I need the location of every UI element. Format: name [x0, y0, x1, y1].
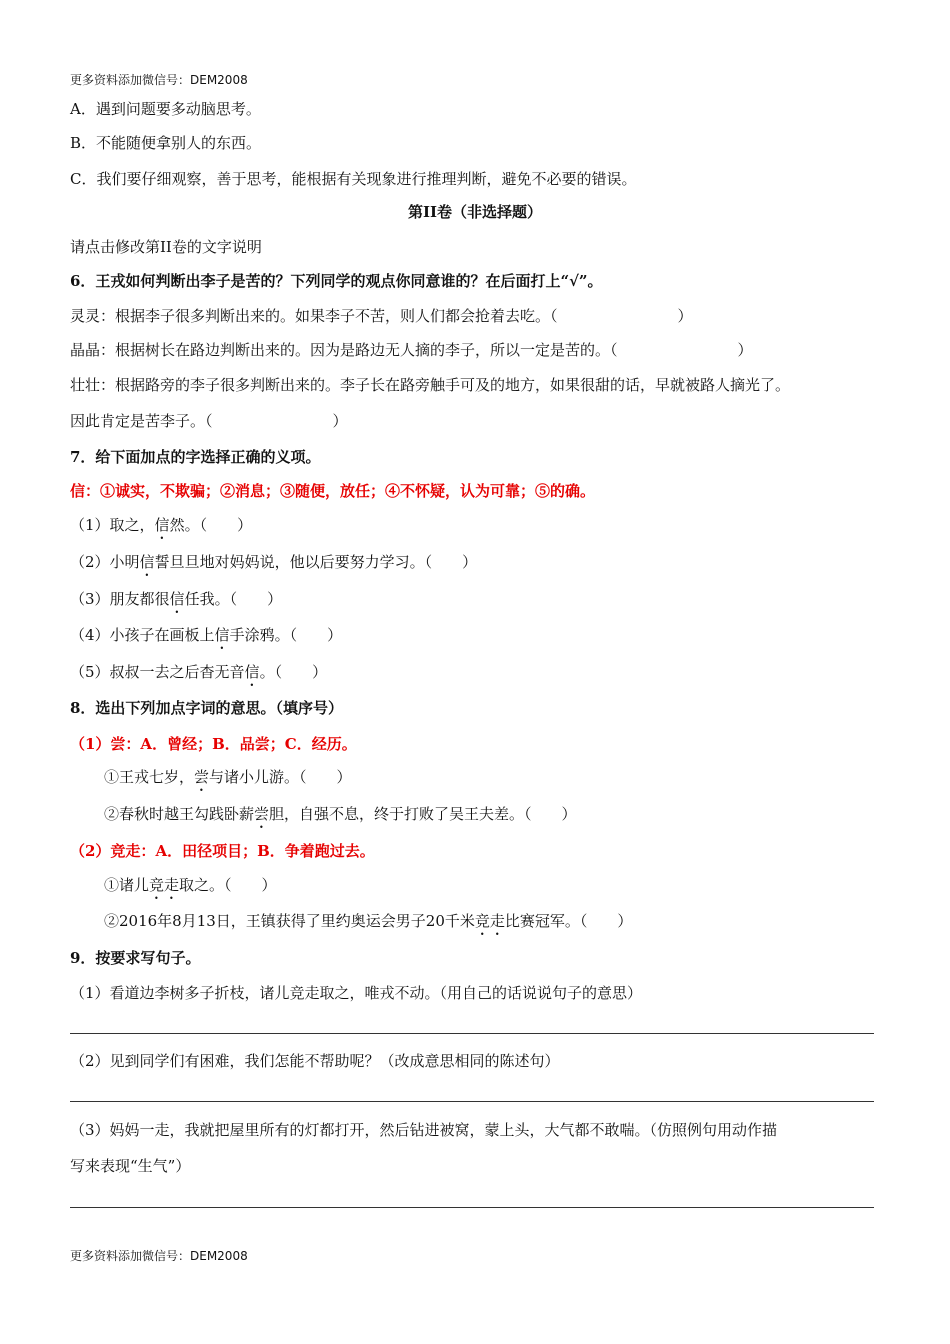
- q9-item1: （1）看道边李树多子折枝，诸儿竞走取之，唯戎不动。（用自己的话说说句子的意思）: [70, 984, 643, 1002]
- q7-title: 7．给下面加点的字选择正确的义项。: [70, 448, 321, 466]
- q7-definition: 信：①诚实，不欺骗；②消息；③随便，放任；④不怀疑，认为可靠；⑤的确。: [70, 482, 596, 500]
- q8-title: 8．选出下列加点字词的意思。（填序号）: [70, 699, 343, 717]
- footer-note: 更多资料添加微信号：DEM2008: [70, 1249, 248, 1263]
- q9-item3a: （3）妈妈一走，我就把屋里所有的灯都打开，然后钻进被窝，蒙上头，大气都不敢喘。（仿照例句用动作描: [70, 1121, 778, 1139]
- answer-line[interactable]: [70, 1033, 874, 1034]
- q8-sub1-item: ①王戎七岁，尝与诸小儿游。（ ）: [104, 768, 352, 786]
- q7-item: （5）叔叔一去之后杳无音信。（ ）: [70, 663, 328, 681]
- option-a: A．遇到问题要多动脑思考。: [70, 100, 261, 118]
- option-b: B．不能随便拿别人的东西。: [70, 134, 262, 152]
- section-note: 请点击修改第II卷的文字说明: [70, 238, 262, 256]
- q8-sub2-item: ②2016年8月13日，王镇获得了里约奥运会男子20千米竞走比赛冠军。（ ）: [104, 912, 633, 930]
- q6-line1: 灵灵：根据李子很多判断出来的。如果李子不苦，则人们都会抢着去吃。（ ）: [70, 307, 693, 325]
- section-title: 第II卷（非选择题）: [407, 203, 543, 221]
- q7-item: （3）朋友都很信任我。（ ）: [70, 590, 283, 608]
- q9-item2: （2）见到同学们有困难，我们怎能不帮助呢？（改成意思相同的陈述句）: [70, 1052, 560, 1070]
- q6-line4: 因此肯定是苦李子。（ ）: [70, 412, 348, 430]
- answer-line[interactable]: [70, 1207, 874, 1208]
- q9-title: 9．按要求写句子。: [70, 949, 201, 967]
- q7-item: （1）取之，信然。（ ）: [70, 516, 253, 534]
- q8-sub1: （1）尝：A．曾经；B．品尝；C．经历。: [70, 735, 357, 753]
- q8-sub1-item: ②春秋时越王勾践卧薪尝胆，自强不息，终于打败了吴王夫差。（ ）: [104, 805, 577, 823]
- q7-item: （4）小孩子在画板上信手涂鸦。（ ）: [70, 626, 343, 644]
- q6-line2: 晶晶：根据树长在路边判断出来的。因为是路边无人摘的李子，所以一定是苦的。（ ）: [70, 341, 753, 359]
- q6-title: 6．王戎如何判断出李子是苦的？下列同学的观点你同意谁的？在后面打上“√”。: [70, 272, 603, 290]
- answer-line[interactable]: [70, 1101, 874, 1102]
- q9-item3b: 写来表现“生气”）: [70, 1157, 191, 1175]
- q7-item: （2）小明信誓旦旦地对妈妈说，他以后要努力学习。（ ）: [70, 553, 478, 571]
- q8-sub2: （2）竞走：A．田径项目；B．争着跑过去。: [70, 842, 375, 860]
- q6-line3: 壮壮：根据路旁的李子很多判断出来的。李子长在路旁触手可及的地方，如果很甜的话，早就被路人摘光了。: [70, 376, 791, 394]
- q8-sub2-item: ①诸儿竞走取之。（ ）: [104, 876, 277, 894]
- header-note: 更多资料添加微信号：DEM2008: [70, 73, 248, 87]
- option-c: C．我们要仔细观察，善于思考，能根据有关现象进行推理判断，避免不必要的错误。: [70, 170, 637, 188]
